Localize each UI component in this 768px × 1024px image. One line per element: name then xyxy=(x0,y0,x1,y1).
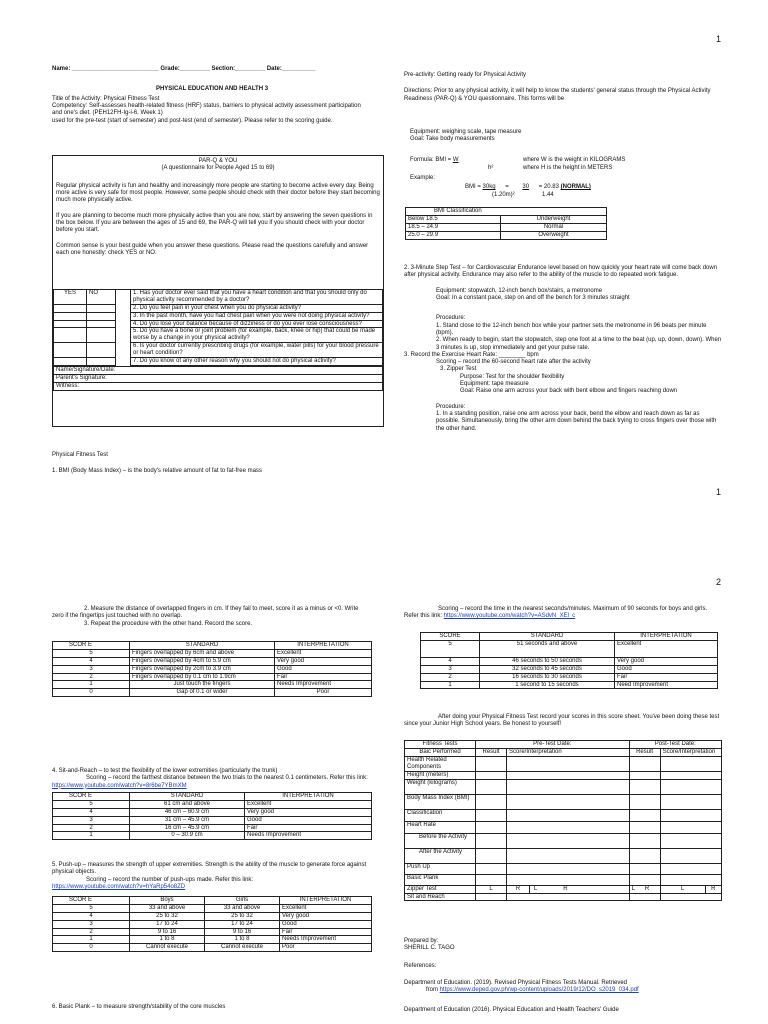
page-number-second: 2 xyxy=(716,577,722,587)
parq-question: 4. Do you lose your balance because of dizziness or do you ever lose consciousness? xyxy=(131,320,383,328)
col-header: INTERPRETATION xyxy=(615,633,718,641)
zipper-measure: 2. Measure the distance of overlapped fingers in cm. If they fail to meet, score it as a minus or <0. Write zero if the fingertips just touched with no overlap. xyxy=(52,606,359,620)
example-num-2: 30 xyxy=(522,184,530,190)
result-input[interactable] xyxy=(476,756,507,771)
yes-checkbox[interactable] xyxy=(54,343,87,358)
score-input[interactable] xyxy=(507,863,630,874)
prepared-by-block xyxy=(404,938,722,1014)
score-input[interactable] xyxy=(660,848,721,863)
standard-cell: 31 cm – 45.9 cm xyxy=(130,816,245,824)
result-input[interactable] xyxy=(629,821,660,833)
interpretation-cell: Excellent xyxy=(280,904,372,912)
step-procedure-label: Procedure: xyxy=(436,315,466,322)
sit-reach-scoring: Scoring – record the farthest distance between the two trials to the nearest 0.1 centimeters. Refer this link: xyxy=(86,775,368,782)
interpretation-cell: Fair xyxy=(615,673,718,681)
bmi-range: 25.0 – 29.9 xyxy=(406,231,501,239)
after-test-text: After doing your Physical Fitness Test record your scores in this score sheet. You've been doing these test since your Junior High School years. Be honest to yourself! xyxy=(404,714,720,728)
col-header: STANDARD xyxy=(130,642,275,650)
score-input[interactable] xyxy=(660,756,721,771)
lr-right: R xyxy=(563,885,568,892)
directions-text: Directions: Prior to any physical activity, it will help to know the students' general status through the Physical Activity Readiness (PAR-Q) & YOU questionnaire. This forms will be xyxy=(404,88,711,102)
test-row-label: Basic Plank xyxy=(405,874,476,885)
col-header: INTERPRETATION xyxy=(280,897,372,905)
yes-checkbox[interactable] xyxy=(54,328,87,343)
interpretation-cell: Excellent xyxy=(245,800,372,808)
bmi-class: Underweight xyxy=(501,215,607,223)
pre-activity-block xyxy=(404,72,724,144)
result-input[interactable] xyxy=(476,809,507,821)
standard-cell: Fingers overlapped by 6cm and above xyxy=(130,649,275,657)
zipper-purpose: Purpose: Test for the shoulder flexibility xyxy=(460,373,565,380)
score-input[interactable] xyxy=(660,893,721,901)
formula-denominator: h² xyxy=(488,165,494,171)
used-for-text: used for the pre-test (start of semester) and post-test (end of semester). Please refer to the scoring guide. xyxy=(52,117,333,124)
no-checkbox[interactable] xyxy=(87,343,116,358)
standard-cell: 61 cm and above xyxy=(130,800,245,808)
pushup-title: 5. Push-up – measures the strength of upper extremities. Strength is the ability of the muscle to generate force against physical objects. xyxy=(52,862,367,876)
standard-cell: 16 seconds to 30 seconds xyxy=(480,673,615,681)
zipper-goal: Goal: Raise one arm across your back with bent elbow and fingers reaching down xyxy=(460,388,678,395)
step-procedure-2: 2. When ready to begin, start the stopwatch, step one foot at a time to the beat (up, up, down, down). When 3 minutes is up, stop immediately and get your pulse rate. xyxy=(436,337,722,351)
example-normal: (NORMAL) xyxy=(560,184,591,190)
bmi-class: Overweight xyxy=(501,231,607,239)
result-input[interactable] xyxy=(476,874,507,885)
result-input[interactable] xyxy=(629,779,660,794)
girls-cell: 17 to 24 xyxy=(205,920,280,928)
example-den: (1.20m)² xyxy=(492,192,515,198)
lr-cell xyxy=(629,885,660,893)
interpretation-cell: Very good xyxy=(245,808,372,816)
step-goal: Goal: In a constant pace, step on and off the bench for 3 minutes straight xyxy=(436,294,630,301)
bmi-equipment: Equipment: weighing scale, tape measure xyxy=(410,128,522,135)
score-input[interactable] xyxy=(507,756,630,771)
reference-2: Department of Education (2016). Physical Education and Health Teachers' Guide xyxy=(404,1006,619,1013)
score-cell: 3 xyxy=(53,920,130,928)
result-input[interactable] xyxy=(629,794,660,809)
step-test-text: 2. 3-Minute Step Test – for Cardiovascular Endurance level based on how quickly your heart rate will come back down after physical activity. Endurance may also refer to the ability of the muscle to do repeated work fatigue. xyxy=(404,265,718,279)
no-checkbox[interactable] xyxy=(87,304,116,312)
zipper-equipment: Equipment: tape measure xyxy=(460,381,529,388)
test-row-label: Weight (kilograms) xyxy=(405,779,476,794)
standard-cell: Gap of 0.1 or wider xyxy=(130,689,275,697)
pushup-table xyxy=(52,896,372,952)
standard-cell: Just touch the fingers xyxy=(130,681,275,689)
score-input[interactable] xyxy=(660,794,721,809)
girls-cell: 33 and above xyxy=(205,904,280,912)
interpretation-cell: Good xyxy=(245,816,372,824)
interpretation-cell: Good xyxy=(275,665,372,673)
score-input[interactable] xyxy=(660,874,721,885)
score-cell: 2 xyxy=(53,673,130,681)
parq-para-1: Regular physical activity is fun and healthy and increasingly more people are starting to become active every day. Being more active is very safe for most people. However, some people should check with their doctor before they start becoming much more physically active. xyxy=(56,182,380,204)
result-input[interactable] xyxy=(476,779,507,794)
page-number-top: 1 xyxy=(716,34,722,44)
formula-height-def: where H is the height in METERS xyxy=(523,165,613,171)
post-test-header: Post-Test Date: xyxy=(629,741,721,749)
plank-scoring: Scoring – record the time in the nearest seconds/minutes. Maximum of 90 seconds for boys and girls. Refer this link: xyxy=(404,606,708,620)
parq-question: 3. In the past month, have you had chest pain when you were not doing physical activity? xyxy=(131,312,383,320)
score-cell: 4 xyxy=(53,912,130,920)
header-block xyxy=(52,66,372,125)
heart-rate-record: 3. Record the Exercise Heart Rate: ________ bpm xyxy=(404,351,539,358)
zipper-test-title: 3. Zipper Test xyxy=(440,366,477,373)
interpretation-cell: Poor xyxy=(275,689,372,697)
result-input[interactable] xyxy=(476,893,507,901)
score-input[interactable] xyxy=(507,874,630,885)
score-cell: 0 xyxy=(53,689,130,697)
parent-signature-line[interactable]: Parent's Signature: xyxy=(54,374,383,382)
score-sheet-table xyxy=(404,740,722,901)
result-input[interactable] xyxy=(476,794,507,809)
result-input[interactable] xyxy=(476,833,507,848)
interpretation-cell: Fair xyxy=(245,824,372,832)
result-input[interactable] xyxy=(629,771,660,779)
no-checkbox[interactable] xyxy=(87,320,116,328)
test-row-label: Health Related Components xyxy=(405,756,476,771)
score-input[interactable] xyxy=(660,821,721,833)
standard-cell: 16 cm – 45.9 cm xyxy=(130,824,245,832)
example-result: = 20.83 xyxy=(538,184,561,190)
score-input[interactable] xyxy=(507,794,630,809)
test-row-label: Classification xyxy=(405,809,476,821)
references-label: References: xyxy=(404,962,437,969)
bmi-range: 18.5 – 24.9 xyxy=(406,223,501,231)
score-cell: 2 xyxy=(421,673,480,681)
result-input[interactable] xyxy=(629,809,660,821)
zipper-procedure-label: Procedure: xyxy=(436,403,466,410)
test-row-label: Zipper Test xyxy=(405,885,476,893)
score-cell: 5 xyxy=(53,800,130,808)
interpretation-cell: Needs Improvement xyxy=(275,681,372,689)
zipper-procedure: 1. In a standing position, raise one arm across your back, bend the elbow and reach down as far as possible. Simultaneously, bring the other arm down behind the back trying to cross fingers over those with the other hand. xyxy=(436,411,717,432)
score-input[interactable] xyxy=(507,848,630,863)
sit-reach-link[interactable]: https://www.youtube.com/watch?v=8r6be7YBmXM xyxy=(52,782,187,789)
parq-questions-table xyxy=(53,289,383,391)
result-input[interactable] xyxy=(629,848,660,863)
test-row-label: After the Activity xyxy=(405,848,476,863)
interpretation-cell: Very good xyxy=(615,657,718,665)
interpretation-cell: Excellent xyxy=(615,640,718,657)
score-cell: 4 xyxy=(53,808,130,816)
signature-line[interactable]: Name/Signature/Date: xyxy=(54,366,383,374)
yes-checkbox[interactable] xyxy=(54,320,87,328)
plank-title: 6. Basic Plank – to measure strength/stability of the core muscles xyxy=(52,1004,226,1010)
pre-test-header: Pre-Test Date: xyxy=(476,741,630,749)
plank-link[interactable]: https://www.youtube.com/watch?v=ASdvN_XEl_c xyxy=(443,613,576,620)
lr-cell: L xyxy=(660,885,705,893)
score-input[interactable] xyxy=(507,771,630,779)
lr-right: R xyxy=(644,885,650,892)
zipper-steps xyxy=(52,606,370,628)
plank-scoring-block xyxy=(404,606,722,621)
plank-table xyxy=(420,632,718,689)
lr-cell xyxy=(529,885,629,893)
formula-numerator: W xyxy=(452,157,459,163)
score-input[interactable] xyxy=(660,863,721,874)
standard-cell: 1 second to 15 seconds xyxy=(480,681,615,689)
lr-cell: L xyxy=(476,885,507,893)
score-input[interactable] xyxy=(660,809,721,821)
no-checkbox[interactable] xyxy=(87,328,116,343)
interpretation-cell: Excellent xyxy=(275,649,372,657)
bmi-table-header: BMI Classification xyxy=(406,208,607,216)
score-cell: 3 xyxy=(53,665,130,673)
example-lhs: BMI = xyxy=(465,184,483,190)
pushup-link[interactable]: https://www.youtube.com/watch?v=hYaRp54o8ZD xyxy=(52,883,186,890)
standard-cell: 46 seconds to 50 seconds xyxy=(480,657,615,665)
standard-cell: 0 – 30.9 cm xyxy=(130,832,245,840)
col-header: INTERPRETATION xyxy=(275,642,372,650)
step-equipment: Equipment: stopwatch, 12-inch bench box/stairs, a metronome xyxy=(436,287,603,294)
score-cell: 3 xyxy=(421,665,480,673)
interpretation-cell: Need Improvement xyxy=(615,681,718,689)
girls-cell: 9 to 16 xyxy=(205,928,280,936)
no-checkbox[interactable] xyxy=(87,358,116,366)
example-eq: = xyxy=(505,184,509,190)
score-input[interactable] xyxy=(507,821,630,833)
score-cell: 0 xyxy=(53,944,130,952)
zipper-score-table xyxy=(52,641,372,697)
result-input[interactable] xyxy=(476,821,507,833)
col-header: INTERPRETATION xyxy=(245,793,372,801)
score-cell: 3 xyxy=(53,816,130,824)
col-header: Girls xyxy=(205,897,280,905)
fitness-test-heading: Physical Fitness Test xyxy=(52,452,108,458)
parq-question: 2. Do you feel pain in your chest when you do physical activity? xyxy=(131,304,383,312)
result-input[interactable] xyxy=(476,863,507,874)
witness-line[interactable]: Witness: xyxy=(54,382,383,390)
zipper-repeat: 3. Repeat the procedure with the other hand. Record the score. xyxy=(84,620,253,627)
result-header: Result xyxy=(476,748,507,756)
sit-reach-title: 4. Sit-and-Reach – to test the flexibility of the lower extremities (particularly the trunk) xyxy=(52,768,278,774)
formula-label: Formula: BMI = xyxy=(410,157,453,163)
girls-cell: 25 to 32 xyxy=(205,912,280,920)
score-cell: 1 xyxy=(421,681,480,689)
pushup-block xyxy=(52,862,372,891)
pushup-scoring: Scoring – record the number of push-ups made. Refer this link: xyxy=(86,876,254,883)
reference-1-from: from xyxy=(426,987,440,994)
boys-cell: Cannot execute xyxy=(130,944,205,952)
reference-1: Department of Education. (2019). Revised Physical Fitness Tests Manual. Retrieved xyxy=(404,979,627,986)
score-cell: 5 xyxy=(53,649,130,657)
sub-header: Baic Performed xyxy=(405,748,476,756)
score-input[interactable] xyxy=(660,771,721,779)
parq-question: 5. Do you have a bone or joint problem (for example, back, knee or hip) that could be made worse by a change in your physical activity? xyxy=(131,328,383,343)
name-line: Name: __________________________ Grade:_________ Section:_________ Date:__________ xyxy=(52,66,316,72)
reference-1-link[interactable]: https://www.deped.gov.ph/wp-content/uploads/2019/12/DO_s2019_034.pdf xyxy=(439,987,639,994)
col-header: SCORE xyxy=(421,633,480,641)
example-calc xyxy=(465,184,591,191)
prepared-by-label: Prepared by: xyxy=(404,938,439,944)
score-cell: 1 xyxy=(53,936,130,944)
lr-cell: R xyxy=(705,885,721,893)
lr-left: L xyxy=(533,885,538,892)
score-cell: 1 xyxy=(53,832,130,840)
test-row-label: Height (meters) xyxy=(405,771,476,779)
fitness-test-section xyxy=(52,452,372,476)
yes-checkbox[interactable] xyxy=(54,358,87,366)
standard-cell: Fingers overlapped by 2cm to 3.9 cm xyxy=(130,665,275,673)
page-number-mid: 1 xyxy=(716,487,722,497)
result-input[interactable] xyxy=(629,863,660,874)
test-row-label: Body Mass Index (BMI) xyxy=(405,794,476,809)
parq-para-3: Common sense is your best guide when you answer these questions. Please read the questions carefully and answer each one honestly: check YES or NO. xyxy=(56,242,369,256)
score-input[interactable] xyxy=(507,893,630,901)
interpretation-cell: Fair xyxy=(275,673,372,681)
interpretation-cell: Good xyxy=(615,665,718,673)
score-cell: 1 xyxy=(53,681,130,689)
test-row-label: Push Up xyxy=(405,863,476,874)
score-cell: 5 xyxy=(53,904,130,912)
score-input[interactable] xyxy=(660,833,721,848)
bmi-class: Normal xyxy=(501,223,607,231)
bmi-item: 1. BMI (Body Mass Index) – is the body's relative amount of fat to fat-free mass xyxy=(52,468,262,475)
parq-subtitle: (A questionnaire for People Aged 15 to 69) xyxy=(161,165,275,172)
result-input[interactable] xyxy=(476,848,507,863)
score-cell: 2 xyxy=(53,824,130,832)
parq-question: 1. Has your doctor ever said that you have a heart condition and that you should only do physical activity recommended by a doctor? xyxy=(131,290,383,305)
interpretation-cell: Needs Improvement xyxy=(280,936,372,944)
yes-checkbox[interactable] xyxy=(54,304,87,312)
result-input[interactable] xyxy=(629,893,660,901)
standard-cell: 46 cm – 60.9 cm xyxy=(130,808,245,816)
col-no-header: NO xyxy=(87,290,116,305)
col-header: SCOR E xyxy=(53,642,130,650)
step-test-block xyxy=(404,265,722,433)
example-den-2: 1.44 xyxy=(542,192,554,198)
yes-checkbox[interactable] xyxy=(54,312,87,320)
result-input[interactable] xyxy=(629,833,660,848)
bmi-classification-table xyxy=(405,207,607,240)
lr-cell: R xyxy=(507,885,530,893)
result-input[interactable] xyxy=(629,756,660,771)
competency-text: Competency: Self-assesses health-related fitness (HRF) status, barriers to physical activity assessment participation and one's diet. (PEH12FH-Ig-i-6, Week 1) xyxy=(52,102,361,117)
bmi-range: Below 18.5 xyxy=(406,215,501,223)
parq-box xyxy=(52,155,384,427)
example-label: Example: xyxy=(410,175,436,181)
pre-activity-title: Pre-activity: Getting ready for Physical Activity xyxy=(404,72,527,78)
boys-cell: 17 to 24 xyxy=(130,920,205,928)
score-input[interactable] xyxy=(507,779,630,794)
heart-rate-scoring: Scoring – record the 60-second heart rate after the activity xyxy=(436,359,591,366)
sit-reach-block xyxy=(52,768,372,790)
bmi-goal: Goal: Take body measurements xyxy=(410,136,495,143)
result-header: Result xyxy=(629,748,660,756)
interpretation-cell: Very good xyxy=(275,657,372,665)
interpretation-cell: Fair xyxy=(280,928,372,936)
author-name: SHERILL C. TAGO xyxy=(404,945,455,952)
interpretation-cell: Needs Improvement xyxy=(245,832,372,840)
col-header: SCOR E xyxy=(53,897,130,905)
score-input[interactable] xyxy=(507,809,630,821)
boys-cell: 33 and above xyxy=(130,904,205,912)
score-cell: 5 xyxy=(421,640,480,657)
standard-cell: Fingers overlapped by 4cm to 5.9 cm xyxy=(130,657,275,665)
score-input[interactable] xyxy=(507,833,630,848)
activity-title: Title of the Activity: Physical Fitness Test xyxy=(52,95,160,102)
formula-weight-def: where W is the weight in KILOGRAMS xyxy=(523,157,626,163)
sit-reach-table xyxy=(52,792,372,840)
interpretation-cell: Good xyxy=(280,920,372,928)
col-header: SCOR E xyxy=(53,793,130,801)
parq-question: 7. Do you know of any other reason why you should not do physical activity? xyxy=(131,358,383,366)
boys-cell: 25 to 32 xyxy=(130,912,205,920)
result-input[interactable] xyxy=(629,874,660,885)
standard-cell: Fingers overlapped by 0.1 cm to 1.9cm xyxy=(130,673,275,681)
doc-title: PHYSICAL EDUCATION AND HEALTH 3 xyxy=(155,86,269,93)
example-num: 30kg xyxy=(482,184,496,190)
interpretation-cell: Very good xyxy=(280,912,372,920)
girls-cell: Cannot execute xyxy=(205,944,280,952)
test-row-label: Sit and Reach xyxy=(405,893,476,901)
standard-cell: 51 seconds and above xyxy=(480,640,615,657)
parq-question: 6. Is your doctor currently prescribing drugs (for example, water pills) for your blood pressure or heart condition? xyxy=(131,343,383,358)
col-yes-header: YES xyxy=(54,290,87,305)
score-cell: 2 xyxy=(53,928,130,936)
bmi-formula xyxy=(410,157,710,198)
boys-cell: 1 to 8 xyxy=(130,936,205,944)
result-input[interactable] xyxy=(476,771,507,779)
girls-cell: 1 to 8 xyxy=(205,936,280,944)
parq-para-2: If you are planning to become much more physically active than you are now, start by answering the seven questions in the box below. If you are between the ages of 15 and 69, the PAR-Q will tell you if you should check with your doctor before you start. xyxy=(56,212,373,234)
lr-left: L xyxy=(631,885,635,892)
score-header: Score/Interpretation xyxy=(660,748,721,756)
parq-title: PAR-Q & YOU xyxy=(198,158,238,164)
boys-cell: 9 to 16 xyxy=(130,928,205,936)
test-row-label: Heart Rate xyxy=(405,821,476,833)
score-header: Score/Interpretation xyxy=(507,748,630,756)
no-checkbox[interactable] xyxy=(87,312,116,320)
step-procedure-1: 1. Stand close to the 12-inch bench box while your partner sets the metronome in 96 beats per minute (bpm). xyxy=(436,322,707,336)
standard-cell: 32 seconds to 45 seconds xyxy=(480,665,615,673)
score-cell: 4 xyxy=(53,657,130,665)
score-input[interactable] xyxy=(660,779,721,794)
col-header: STANDARD xyxy=(130,793,245,801)
score-cell: 4 xyxy=(421,657,480,665)
interpretation-cell: Poor xyxy=(280,944,372,952)
col-header: STANDARD xyxy=(480,633,615,641)
col-header: Boys xyxy=(130,897,205,905)
score-sheet-header: Fitness Tests xyxy=(405,741,476,749)
test-row-label: Before the Activity xyxy=(405,833,476,848)
